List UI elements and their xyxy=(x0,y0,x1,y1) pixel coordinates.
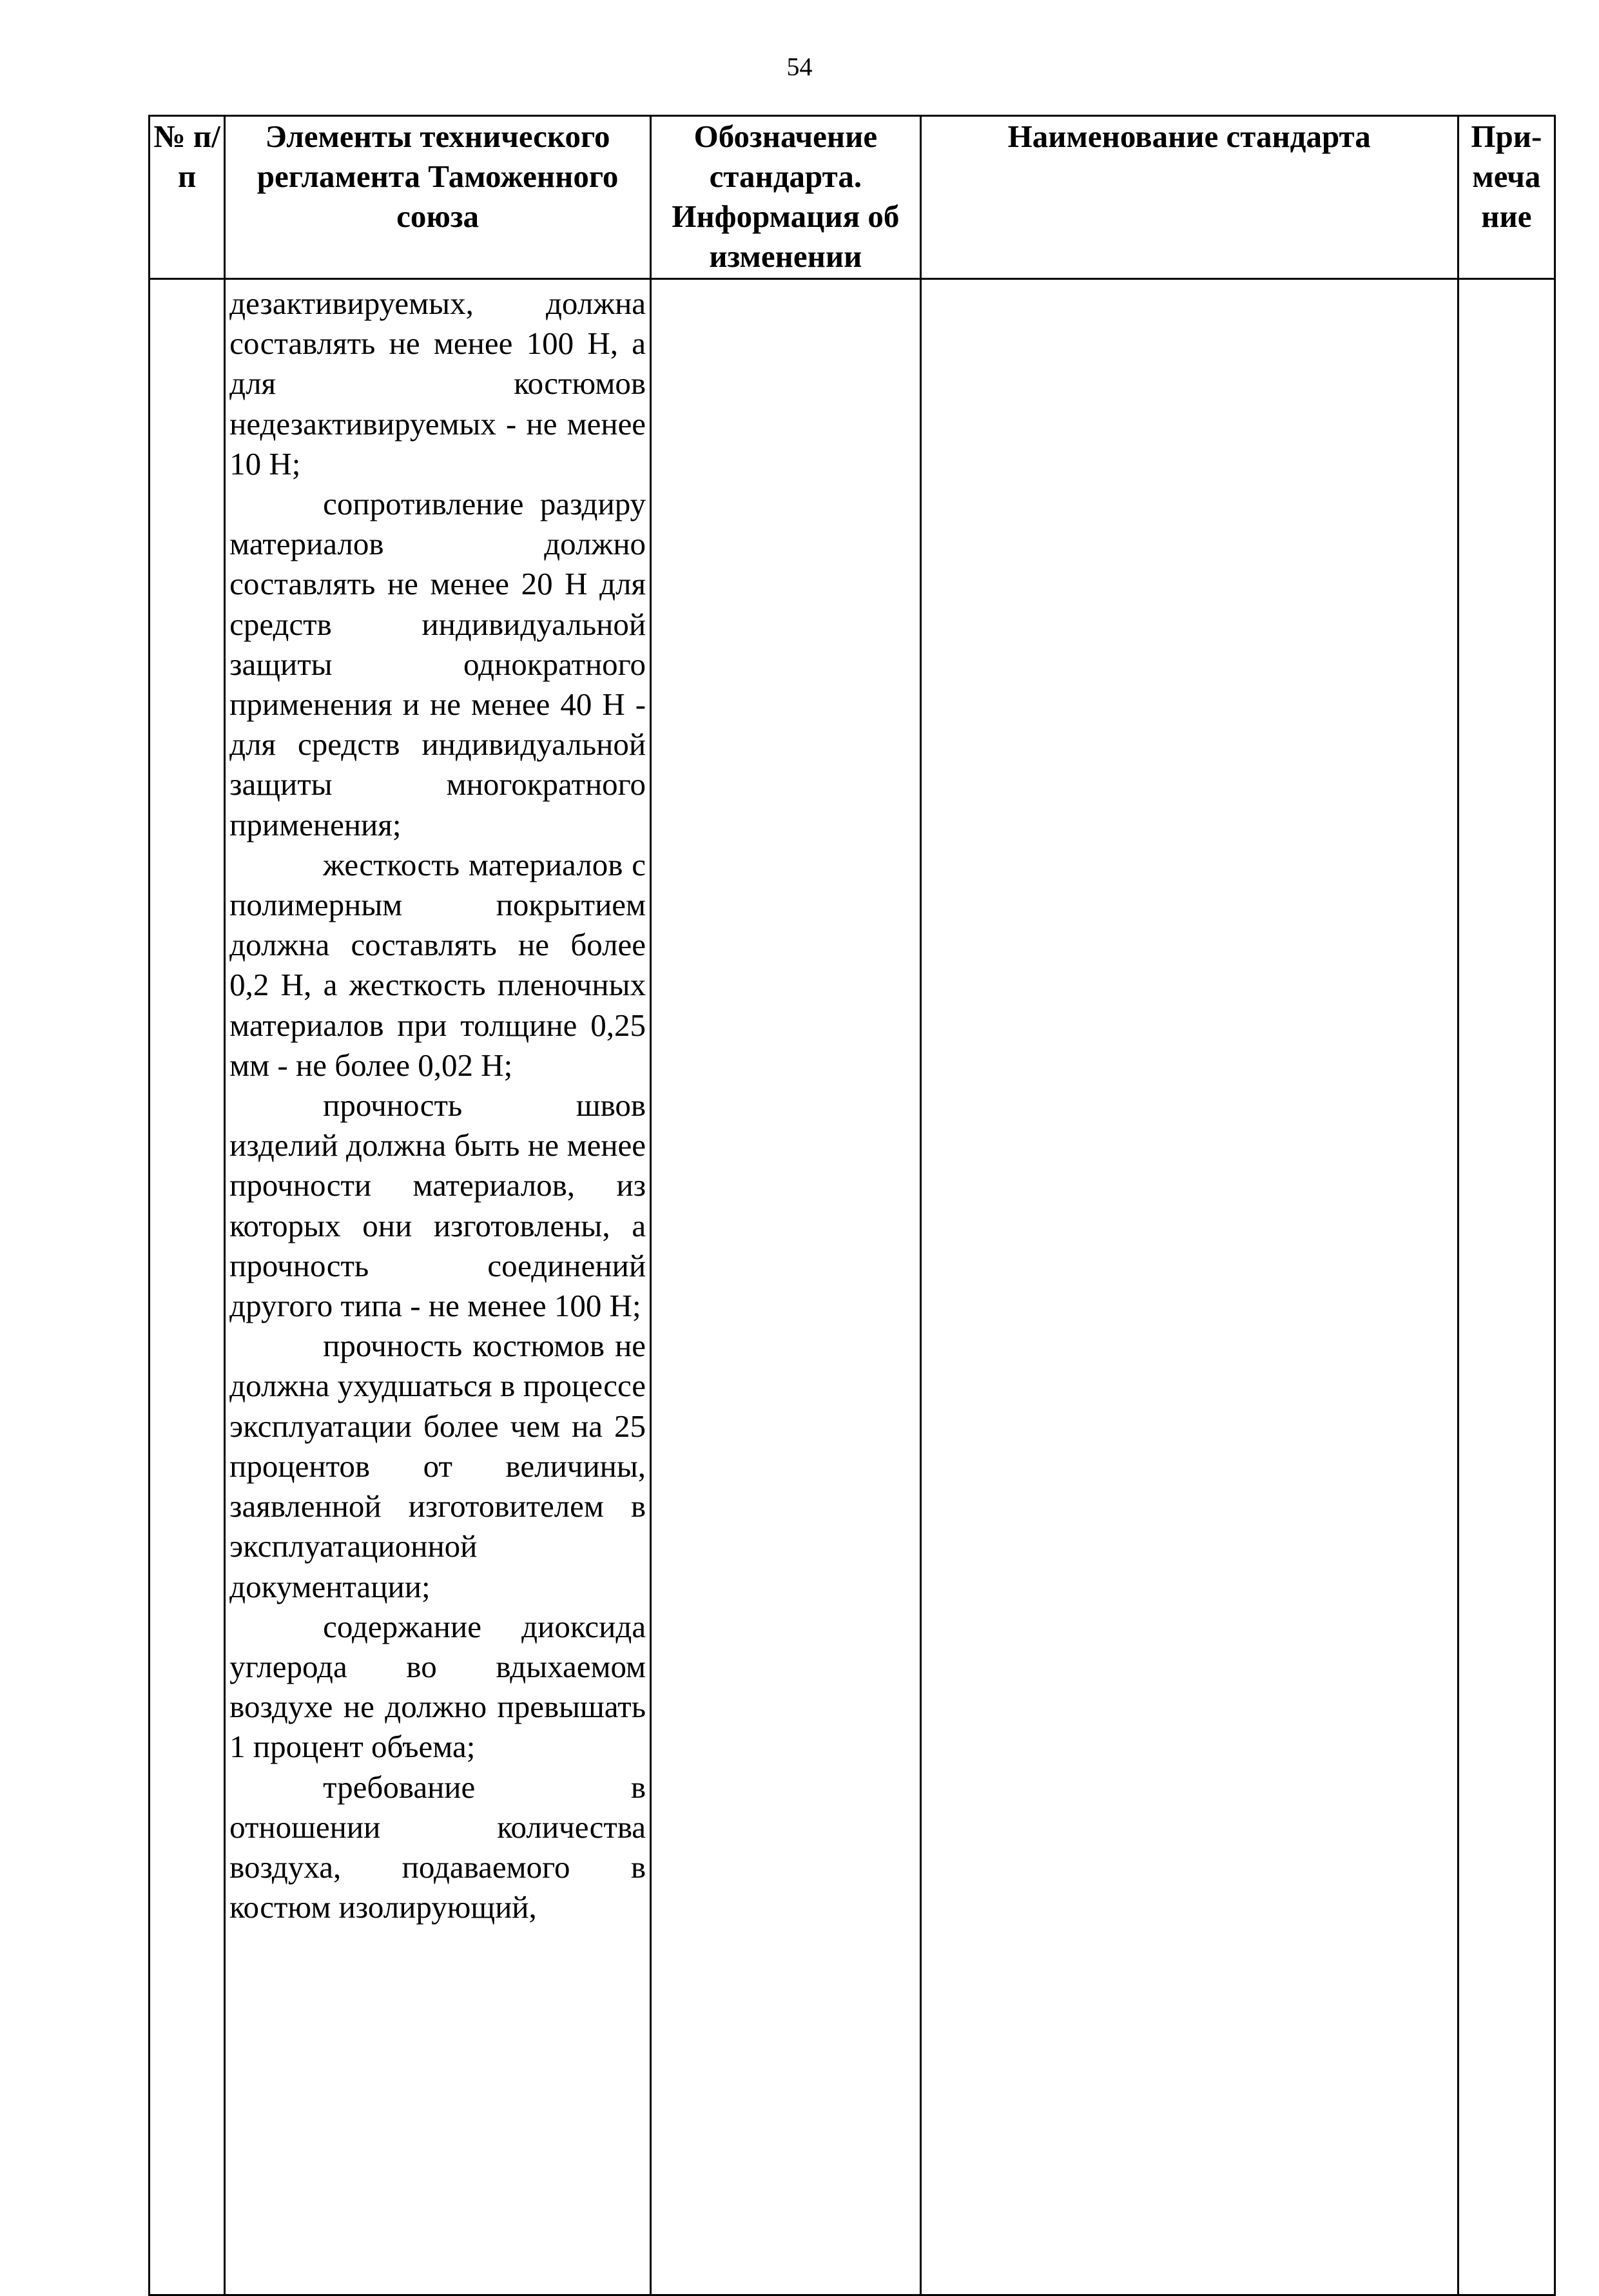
header-num: № п/п xyxy=(150,116,225,279)
table-row xyxy=(150,279,1555,2295)
cell-elements xyxy=(225,279,651,2295)
paragraph: жесткость материалов с полимерным покрытием должна составлять не более 0,2 Н, а жесткость пленочных материалов при толщине 0,25 мм - не более 0,02 Н; xyxy=(229,846,646,1083)
elements-text xyxy=(226,280,650,1927)
paragraph: сопротивление раздиру материалов должно составлять не менее 20 Н для средств индивидуальной защиты однократного применения и не менее 40 Н - для средств индивидуальной защиты многократного применения; xyxy=(229,486,646,842)
paragraph: требование в отношении количества воздуха, подаваемого в костюм изолирующий, xyxy=(229,1769,646,1925)
header-elements: Элементы технического регламента Таможенного союза xyxy=(225,116,651,279)
cell-designation xyxy=(651,279,921,2295)
header-name: Наименование стандарта xyxy=(920,116,1458,279)
header-designation: Обозначение стандарта. Информация об изменении xyxy=(651,116,921,279)
page-number: 54 xyxy=(786,52,813,81)
table-header-row xyxy=(150,116,1555,279)
paragraph: дезактивируемых, должна составлять не менее 100 Н, а для костюмов недезактивируемых - не менее 10 Н; xyxy=(229,286,646,482)
cell-note xyxy=(1458,279,1555,2295)
cell-name xyxy=(920,279,1458,2295)
paragraph: содержание диоксида углерода во вдыхаемом воздухе не должно превышать 1 процент объема; xyxy=(229,1608,646,1765)
paragraph: прочность костюмов не должна ухудшаться в процессе эксплуатации более чем на 25 процентов от величины, заявленной изготовителем в эксплуатационной документации; xyxy=(229,1328,646,1604)
cell-num xyxy=(150,279,225,2295)
header-note: При-меча ние xyxy=(1458,116,1555,279)
standards-table xyxy=(148,115,1556,2296)
paragraph: прочность швов изделий должна быть не менее прочности материалов, из которых они изготовлены, а прочность соединений другого типа - не менее 100 Н; xyxy=(229,1087,646,1324)
